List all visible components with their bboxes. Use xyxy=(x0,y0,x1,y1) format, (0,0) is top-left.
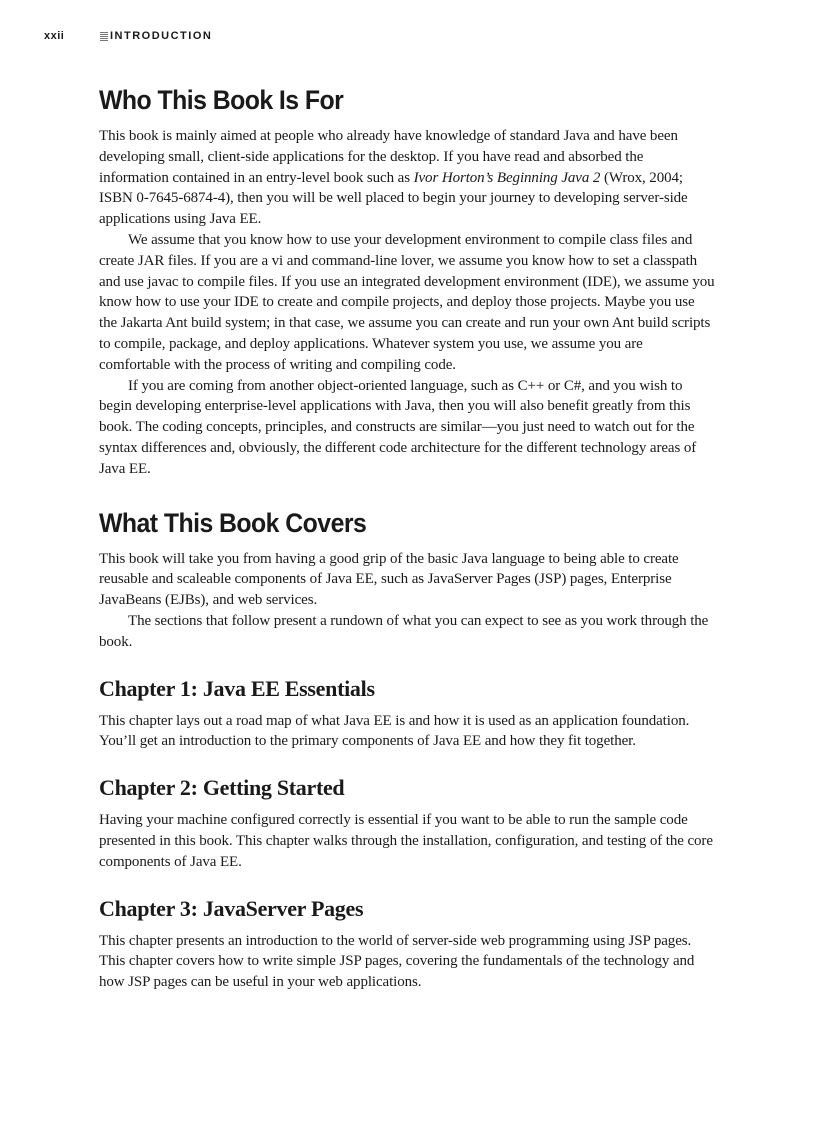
paragraph: We assume that you know how to use your development environment to compile class files and create JAR files. If you are a vi and command-line lover, we assume you know how to set a classpath and use javac to compile files. If you use an integrated development environment (IDE), we assume you know how to use your IDE to create and compile projects, and deploy those projects. Maybe you use the Jakarta Ant build system; in that case, we assume you can create and run your own Ant build scripts to compile, package, and deploy applications. Whatever system you use, we assume you are comfortable with the process of writing and compiling code. xyxy=(99,231,715,373)
page-body xyxy=(99,82,716,993)
paragraph-text: This book is mainly aimed at people who already have knowledge of standard Java and have been developing small, client-side applications for the desktop. If you have read and absorbed the information contained in an entry-level book such as xyxy=(99,128,678,186)
paragraph: The sections that follow present a rundown of what you can expect to see as you work through the book. xyxy=(99,612,709,650)
section-marker-icon xyxy=(100,32,108,41)
chapter-1-description: This chapter lays out a road map of what Java EE is and how it is used as an application foundation. You’ll get an introduction to the primary components of Java EE and how they fit together. xyxy=(99,712,690,750)
running-head xyxy=(44,29,212,43)
paragraph: This book will take you from having a good grip of the basic Java language to being able to create reusable and scaleable components of Java EE, such as JavaServer Pages (JSP) pages, Enterprise JavaBeans (EJBs), and web services. xyxy=(99,550,679,609)
chapter-1-heading: Chapter 1: Java EE Essentials xyxy=(99,675,375,701)
paragraph xyxy=(99,126,716,230)
paragraph: If you are coming from another object-oriented language, such as C++ or C#, and you wish to begin developing enterprise-level applications with Java, then you will also benefit greatly from this book. The coding concepts, principles, and constructs are similar—you just need to watch out for the syntax differences and, obviously, the different code architecture for the different technology areas of Java EE. xyxy=(99,377,697,477)
chapter-2-description: Having your machine configured correctly is essential if you want to be able to run the sample code presented in this book. This chapter walks through the installation, configuration, and testing of the core components of Java EE. xyxy=(99,812,713,870)
running-head-title: INTRODUCTION xyxy=(110,30,213,42)
chapter-2-heading: Chapter 2: Getting Started xyxy=(99,775,345,801)
heading-what-this-book-covers: What This Book Covers xyxy=(99,507,367,538)
heading-who-this-book-is-for: Who This Book Is For xyxy=(99,85,344,115)
chapter-3-description: This chapter presents an introduction to the world of server-side web programming using JSP pages. This chapter covers how to write simple JSP pages, covering the fundamentals of the technology and how JSP pages can be useful in your web applications. xyxy=(99,932,695,991)
chapter-3-heading: Chapter 3: JavaServer Pages xyxy=(99,895,364,921)
page-number: xxii xyxy=(44,30,65,42)
paragraph-text: (Wrox, 2004; ISBN 0-7645-6874-4), then you will be well placed to begin your journey to developing server-side applications using Java EE. xyxy=(99,169,688,228)
book-title-italic: Ivor Horton’s Beginning Java 2 xyxy=(413,169,601,186)
